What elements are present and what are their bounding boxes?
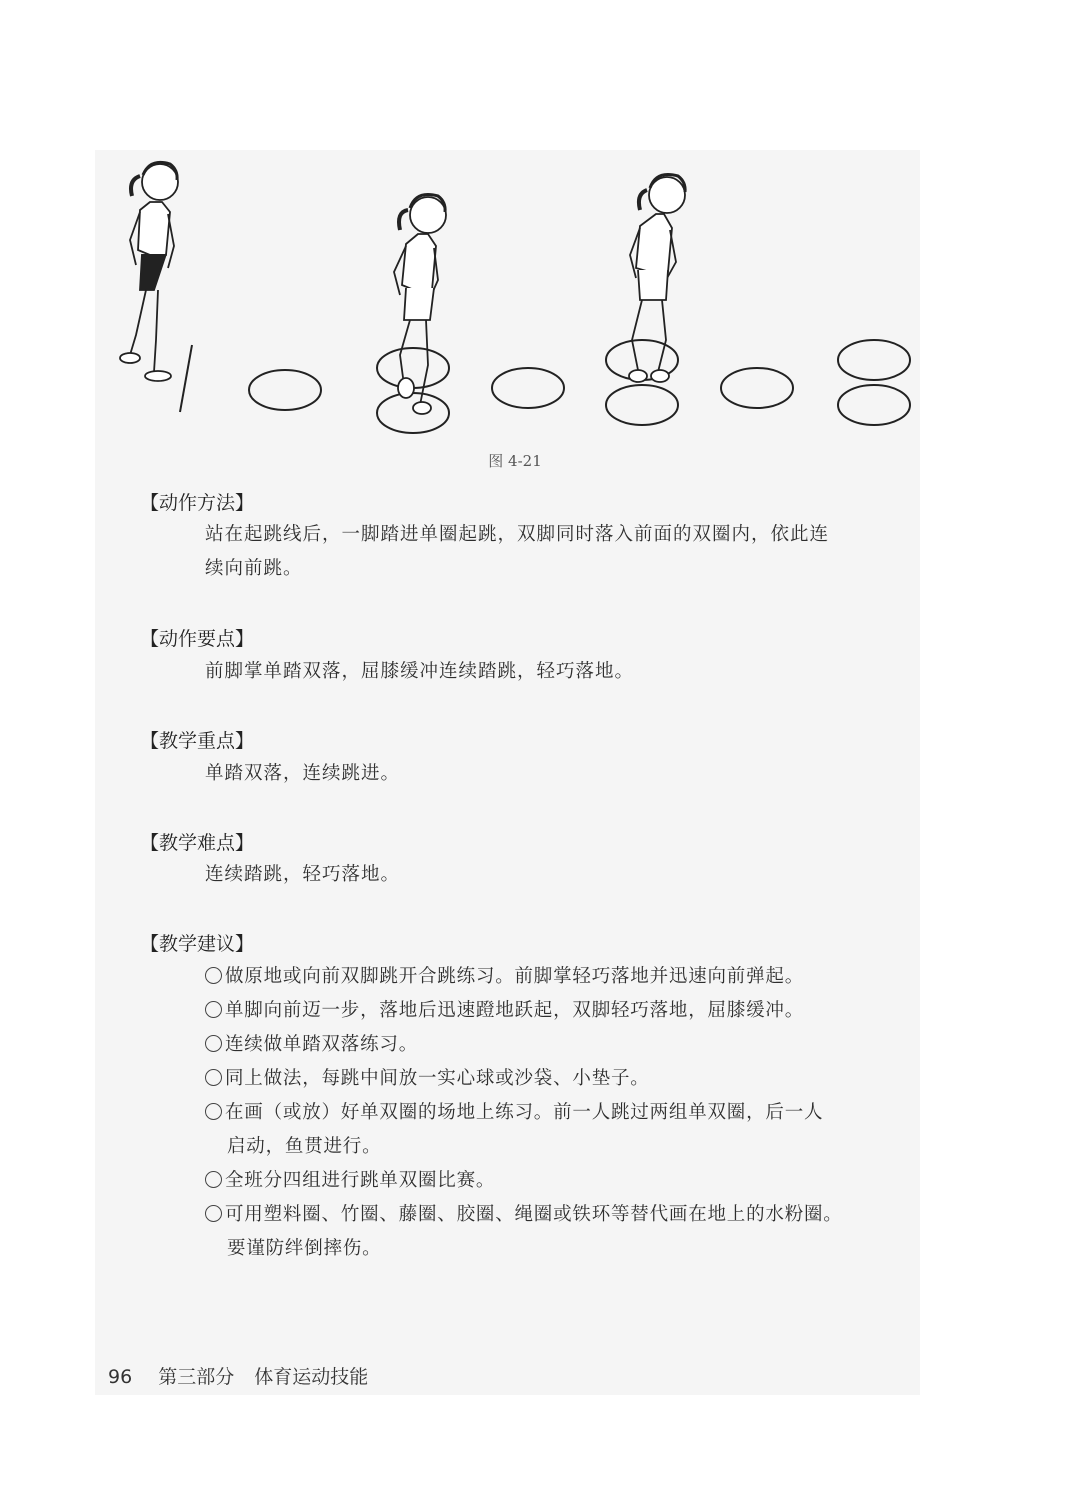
circle-bullet-icon bbox=[205, 1035, 222, 1052]
girl-figure-2 bbox=[394, 195, 446, 415]
girl-figure-1 bbox=[120, 162, 178, 381]
keypoints-line: 前脚掌单踏双落，屈膝缓冲连续踏跳，轻巧落地。 bbox=[205, 661, 635, 682]
keypoints-text bbox=[205, 655, 920, 689]
circle-bullet-icon bbox=[205, 1001, 222, 1018]
hoop-double-front bbox=[838, 340, 910, 380]
method-line: 续向前跳。 bbox=[205, 558, 303, 579]
difficulty-text bbox=[205, 858, 920, 892]
circle-bullet-icon bbox=[205, 1171, 222, 1188]
suggestion-item: 同上做法，每跳中间放一实心球或沙袋、小垫子。 bbox=[205, 1062, 925, 1096]
suggestion-item: 可用塑料圈、竹圈、藤圈、胶圈、绳圈或铁环等替代画在地上的水粉圈。 要谨防绊倒摔伤。 bbox=[205, 1198, 925, 1266]
figure-illustration bbox=[110, 150, 925, 450]
suggestion-item: 连续做单踏双落练习。 bbox=[205, 1028, 925, 1062]
footer-title: 体育运动技能 bbox=[254, 1366, 369, 1388]
suggestion-item: 全班分四组进行跳单双圈比赛。 bbox=[205, 1164, 925, 1198]
suggestions-list bbox=[205, 960, 925, 1266]
heading-suggestions: 【教学建议】 bbox=[140, 933, 255, 955]
hoop-single bbox=[249, 370, 321, 410]
heading-method: 【动作方法】 bbox=[140, 492, 255, 514]
focus-line: 单踏双落，连续跳进。 bbox=[205, 763, 401, 784]
method-text bbox=[205, 518, 920, 586]
hoop-double-back bbox=[838, 385, 910, 425]
footer-part: 第三部分 bbox=[158, 1366, 235, 1388]
circle-bullet-icon bbox=[205, 967, 222, 984]
figure-caption: 图 4-21 bbox=[488, 452, 542, 470]
suggestion-item: 单脚向前迈一步，落地后迅速蹬地跃起，双脚轻巧落地，屈膝缓冲。 bbox=[205, 994, 925, 1028]
page-number: 96 bbox=[108, 1366, 133, 1388]
heading-keypoints: 【动作要点】 bbox=[140, 628, 255, 650]
hoop-single bbox=[721, 368, 793, 408]
suggestion-item: 做原地或向前双脚跳开合跳练习。前脚掌轻巧落地并迅速向前弹起。 bbox=[205, 960, 925, 994]
difficulty-line: 连续踏跳，轻巧落地。 bbox=[205, 864, 401, 885]
page-footer bbox=[108, 1362, 368, 1389]
focus-text bbox=[205, 757, 920, 791]
circle-bullet-icon bbox=[205, 1069, 222, 1086]
circle-bullet-icon bbox=[205, 1103, 222, 1120]
hoop-double-back bbox=[377, 393, 449, 433]
method-line: 站在起跳线后，一脚踏进单圈起跳，双脚同时落入前面的双圈内，依此连 bbox=[205, 524, 830, 545]
heading-focus: 【教学重点】 bbox=[140, 730, 255, 752]
heading-difficulty: 【教学难点】 bbox=[140, 832, 255, 854]
hoop-double-back bbox=[606, 385, 678, 425]
girl-figure-3 bbox=[629, 175, 685, 383]
suggestion-item: 在画（或放）好单双圈的场地上练习。前一人跳过两组单双圈，后一人 启动，鱼贯进行。 bbox=[205, 1096, 925, 1164]
hoop-single bbox=[492, 368, 564, 408]
takeoff-line bbox=[180, 345, 192, 412]
circle-bullet-icon bbox=[205, 1205, 222, 1222]
